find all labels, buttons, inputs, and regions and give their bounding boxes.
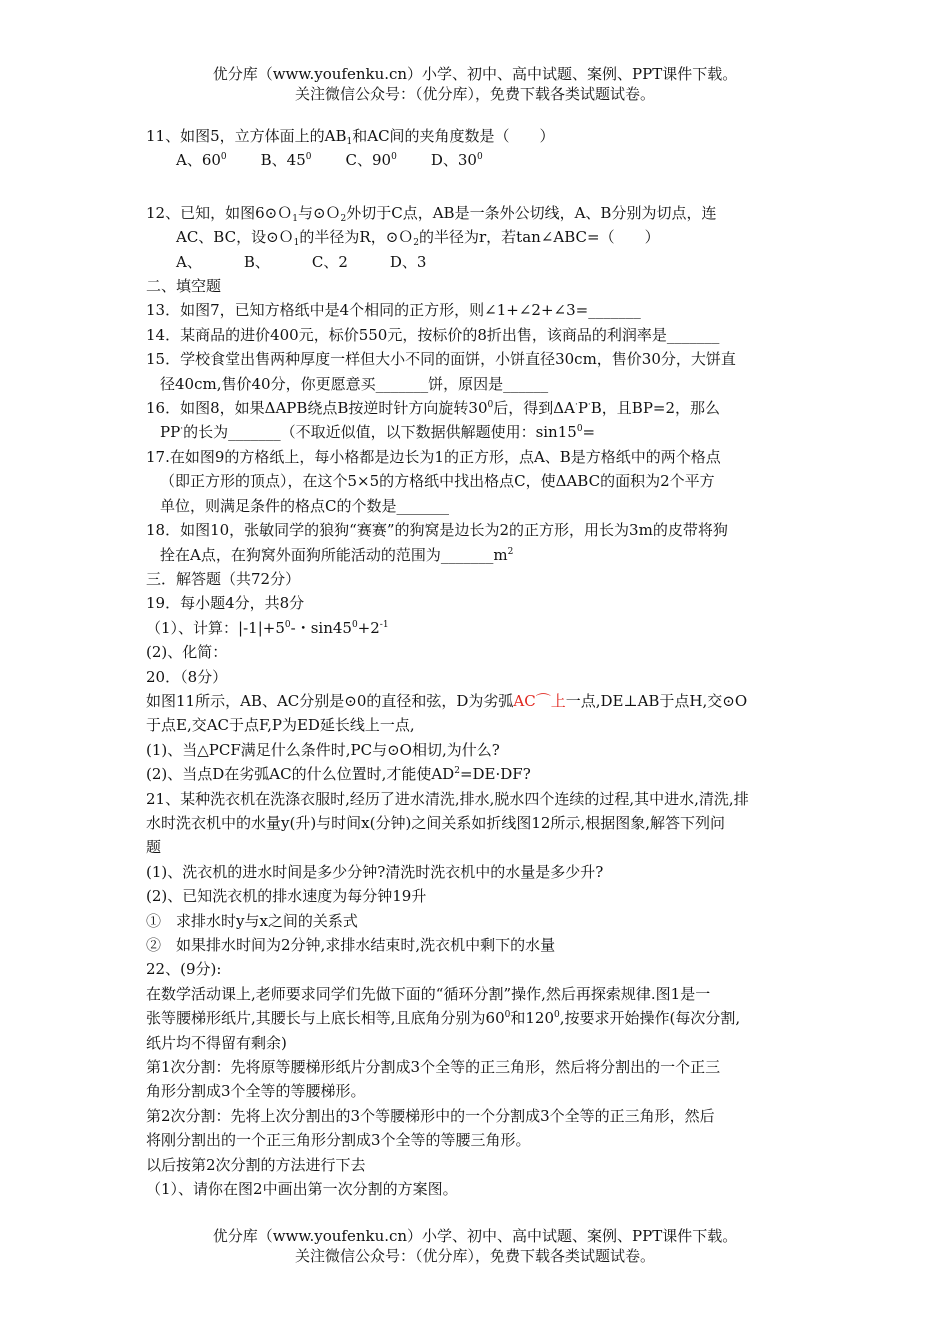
question-16-line-1: 16．如图8，如果ΔAPB绕点B按逆时针方向旋转$30^0$后，得到ΔA·P·B，且BP=2，那么: [146, 399, 721, 418]
question-19-title: 19．每小题4分，共8分: [146, 594, 305, 613]
option-a: A、: [176, 252, 202, 271]
question-12-line-2: AC、BC，设⊙Ｏ$_1$的半径为R，⊙Ｏ$_2$的半径为r，若tan∠ABC=（ ）: [176, 228, 660, 249]
question-20-line-2: 于点E,交AC于点F,P为ED延长线上一点,: [146, 716, 415, 735]
section-heading-fill-blank: 二、填空题: [146, 277, 222, 296]
question-20-line-1: 如图11所示，AB、AC分别是⊙0的直径和弦，D为劣弧AC⌒上一点,DE⊥AB于点H,交⊙O: [146, 691, 748, 710]
question-22-line-1: 在数学活动课上,老师要求同学们先做下面的“循环分割”操作,然后再探索规律.图1是一: [146, 984, 711, 1003]
page-footer: [0, 1226, 950, 1266]
question-19-part-1: （1）、计算：$|-1|+5^0-$・$\sin 45^0+2^{-1}$: [146, 618, 389, 637]
option-b: B、: [243, 252, 270, 271]
option-c: C、2: [311, 252, 348, 271]
question-22-cut-3: 以后按第2次分割的方法进行下去: [146, 1155, 366, 1174]
question-21-line-3: 题: [146, 838, 162, 857]
option-d: D、$30^0$: [430, 151, 483, 170]
arc-ac-highlight: AC⌒上: [513, 691, 566, 710]
question-18-line-2: 拴在A点，在狗窝外面狗所能活动的范围为$\_\_\_\_\_\_\_m^2$: [160, 545, 514, 564]
question-11-stem: 11、如图5，立方体面上的$AB_1$和AC间的夹角度数是（ ）: [146, 127, 555, 147]
header-line-2: 关注微信公众号：（优分库），免费下载各类试题试卷。: [294, 85, 655, 103]
question-17-line-3: 单位，则满足条件的格点C的个数是_______: [160, 496, 449, 515]
question-22-cut-2-line-1: 第2次分割：先将上次分割出的3个等腰梯形中的一个分割成3个全等的正三角形，然后: [146, 1106, 715, 1125]
document-body: [146, 124, 810, 1201]
question-21-sub-1: ① 求排水时y与x之间的关系式: [146, 911, 358, 930]
question-22-line-3: 纸片均不得留有剩余): [146, 1033, 287, 1052]
question-22-cut-1-line-1: 第1次分割：先将原等腰梯形纸片分割成3个全等的正三角形，然后将分割出的一个正三: [146, 1058, 721, 1077]
footer-line-2: 关注微信公众号：（优分库），免费下载各类试题试卷。: [294, 1247, 655, 1265]
question-21-sub-2: ② 如果排水时间为2分钟,求排水结束时,洗衣机中剩下的水量: [146, 936, 556, 954]
question-20-part-1: (1)、当△PCF满足什么条件时,PC与⊙O相切,为什么?: [146, 740, 500, 759]
question-21-part-2: (2)、已知洗衣机的排水速度为每分钟19升: [146, 887, 427, 906]
question-20-title: 20．（8分）: [146, 667, 228, 686]
question-21-part-1: (1)、洗衣机的进水时间是多少分钟?清洗时洗衣机中的水量是多少升?: [146, 862, 604, 881]
question-21-line-1: 21、某种洗衣机在洗涤衣服时,经历了进水清洗,排水,脱水四个连续的过程,其中进水,清洗,排: [146, 789, 749, 808]
question-15-line-2: 径40cm,售价40分，你更愿意买_______饼，原因是______: [160, 374, 549, 393]
question-21-line-2: 水时洗衣机中的水量y(升)与时间x(分钟)之间关系如折线图12所示,根据图象,解答下列问: [146, 813, 725, 832]
question-17-line-2: （即正方形的顶点），在这个5×5的方格纸中找出格点C，使ΔABC的面积为2个平方: [160, 472, 715, 491]
question-22-line-2: 张等腰梯形纸片,其腰长与上底长相等,且底角分别为$60^0$和$120^0$,按要求开始操作(每次分割,: [146, 1009, 741, 1028]
question-22-cut-2-line-2: 将刚分割出的一个正三角形分割成3个全等的等腰三角形。: [146, 1131, 531, 1150]
question-20-part-2: (2)、当点D在劣弧AC的什么位置时,才能使$AD^2=DE\cdot DF$?: [146, 765, 531, 784]
header-line-1: 优分库（www.youfenku.cn）小学、初中、高中试题、案例、PPT课件下载。: [212, 65, 738, 83]
option-b: B、$45^0$: [260, 151, 312, 170]
question-22-cut-1-line-2: 角形分割成3个全等的等腰梯形。: [146, 1082, 366, 1101]
question-22-part-1: （1）、请你在图2中画出第一次分割的方案图。: [146, 1180, 458, 1199]
section-heading-answers: 三．解答题（共72分）: [146, 569, 301, 588]
question-19-part-2: (2)、化简：: [146, 643, 228, 662]
question-16-line-2: PP·的长为_______（不取近似值，以下数据供解题使用：$\sin 15^0=$: [160, 423, 596, 442]
footer-line-1: 优分库（www.youfenku.cn）小学、初中、高中试题、案例、PPT课件下载。: [212, 1227, 738, 1245]
question-15-line-1: 15．学校食堂出售两种厚度一样但大小不同的面饼，小饼直径30cm，售价30分，大饼直: [146, 350, 736, 369]
question-11-options: [146, 148, 810, 172]
question-18-line-1: 18．如图10，张敏同学的狼狗“赛赛”的狗窝是边长为2的正方形，用长为3m的皮带将狗: [146, 521, 728, 540]
option-a: A、$60^0$: [176, 151, 227, 170]
question-17-line-1: 17.在如图9的方格纸上，每小格都是边长为1的正方形，点A、B是方格纸中的两个格点: [146, 447, 721, 466]
question-12-line-1: 12、已知，如图6⊙Ｏ$_1$与⊙Ｏ$_2$外切于C点，AB是一条外公切线，A、B分别为切点，连: [146, 203, 717, 224]
question-22-title: 22、(9分):: [146, 960, 222, 979]
page-header: [0, 64, 950, 104]
question-12-options: [146, 250, 810, 274]
question-13: 13．如图7，已知方格纸中是4个相同的正方形，则∠1+∠2+∠3=_______: [146, 301, 641, 320]
option-c: C、$90^0$: [345, 151, 397, 170]
question-14: 14．某商品的进价400元，标价550元，按标价的8折出售，该商品的利润率是_______: [146, 325, 720, 344]
option-d: D、3: [389, 252, 427, 271]
